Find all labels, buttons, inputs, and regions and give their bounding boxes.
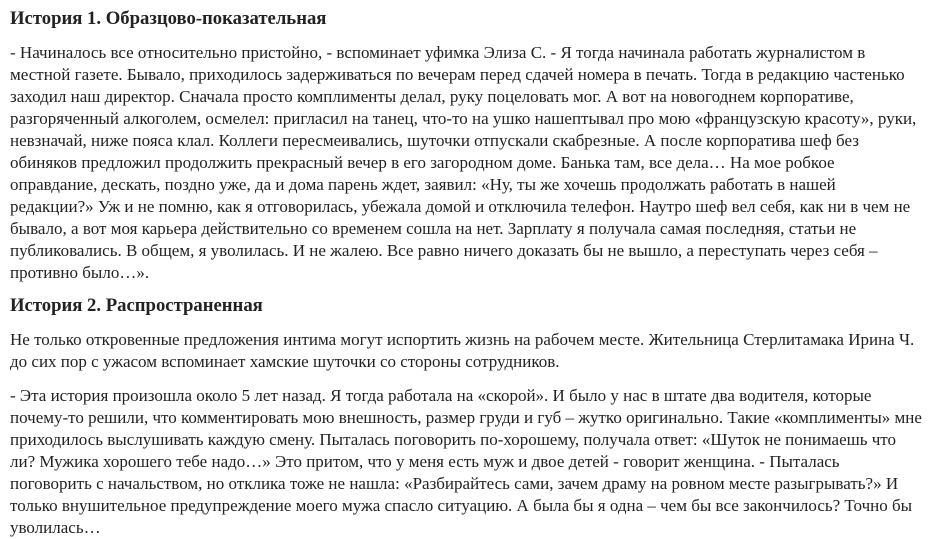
article-body [10,7,922,539]
story-1-heading: История 1. Образцово-показательная [10,8,327,29]
story-1-paragraph: - Начиналось все относительно пристойно, - вспоминает уфимка Элиза С. - Я тогда начинала работать журналистом в местной газете. Бывало, приходилось задерживаться по вечерам перед сдачей номера в печать. Тогда в редакцию частенько заходил наш директор. Сначала просто комплименты делал, руку поцеловать мог. А вот на новогоднем корпоративе, разгоряченный алкоголем, осмелел: пригласил на танец, что-то на ушко нашептывал про мою «французскую красоту», руки, невзначай, ниже пояса клал. Коллеги пересмеивались, шуточки отпускали скабрезные. А после корпоратива шеф без обиняков предложил продолжить прекрасный вечер в его загородном доме. Банька там, все дела… На мое робкое оправдание, дескать, поздно уже, да и дома парень ждет, заявил: «Ну, ты же хочешь продолжать работать в нашей редакции?» Уж и не помню, как я отговорилась, убежала домой и отключила телефон. Наутро шеф вел себя, как ни в чем не бывало, а вот моя карьера действительно со временем сошла на нет. Зарплату я получала самая последняя, статьи не публиковались. В общем, я уволилась. И не жалею. Все равно ничего доказать бы не вышло, а переступать через себя – противно было…». [10,43,917,282]
story-2-heading: История 2. Распространенная [10,295,263,316]
story-2-intro-paragraph: Не только откровенные предложения интима могут испортить жизнь на рабочем месте. Жительница Стерлитамака Ирина Ч. до сих пор с ужасом вспоминает хамские шуточки со стороны сотрудников. [10,330,915,371]
story-2-quote-paragraph: - Эта история произошла около 5 лет назад. Я тогда работала на «скорой». И было у нас в штате два водителя, которые почему-то решили, что комментировать мою внешность, размер груди и губ – жутко оригинально. Такие «комплименты» мне приходилось выслушивать каждую смену. Пыталась поговорить по-хорошему, получала ответ: «Шуток не понимаешь что ли? Мужика хорошего тебе надо…» Это притом, что у меня есть муж и двое детей - говорит женщина. - Пыталась поговорить с начальством, но отклика тоже не нашла: «Разбирайтесь сами, зачем драму на ровном месте разыгрывать?» И только внушительное предупреждение моего мужа спасло ситуацию. А была бы я одна – чем бы все закончилось? Точно бы уволилась… [10,386,922,537]
